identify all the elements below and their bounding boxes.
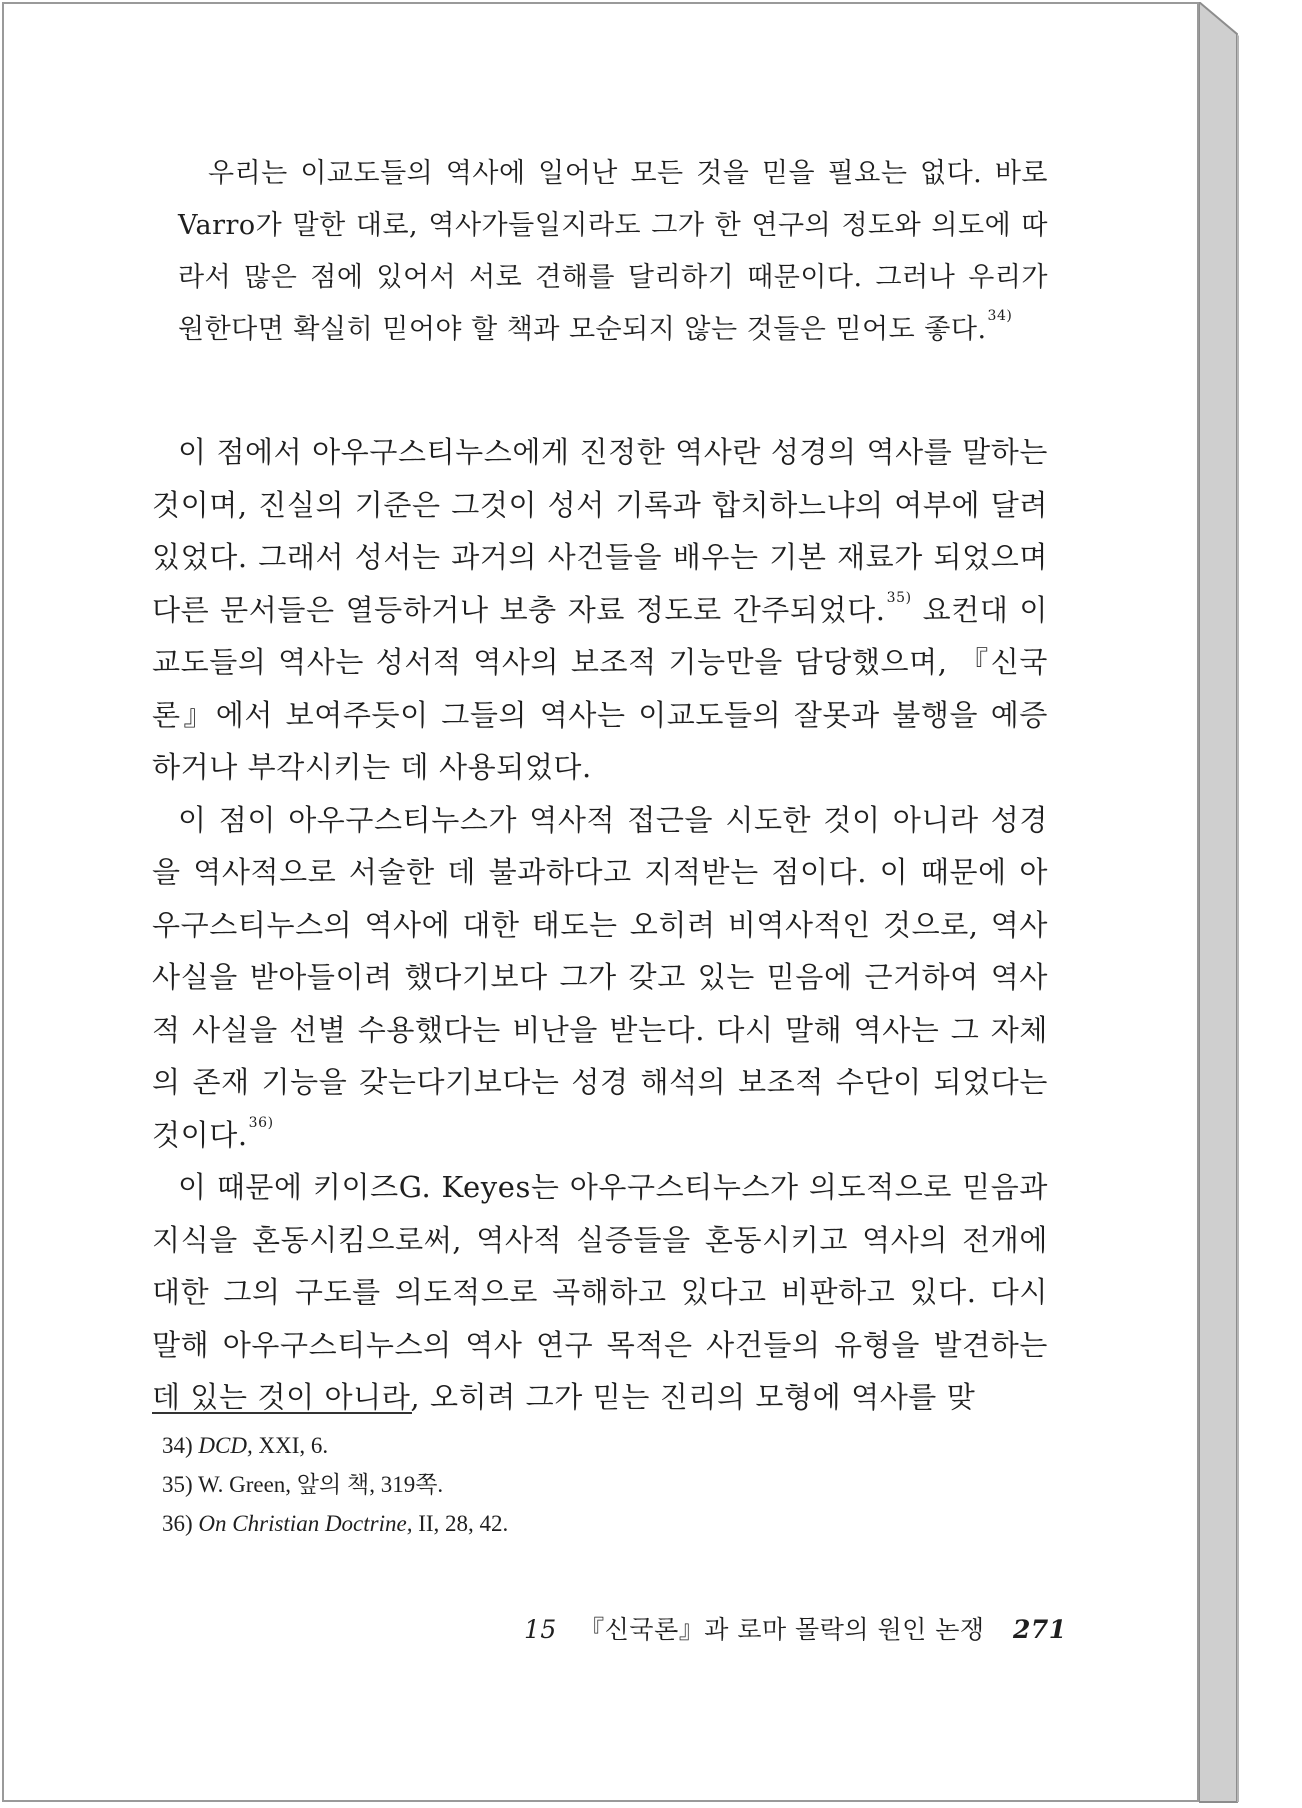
block-quote [178,148,1048,356]
chapter-title: 『신국론』과 로마 몰락의 원인 논쟁 [579,1615,985,1644]
paragraph-3: 이 때문에 키이즈G. Keyes는 아우구스티누스가 의도적으로 믿음과 지식을 혼동시킴으로써, 역사적 실증들을 혼동시키고 역사의 전개에 대한 그의 구도를 의도적으로 곡해하고 있다고 비판하고 있다. 다시 말해 아우구스티누스의 역사 연구 목적은 사건들의 유형을 발견하는 데 있는 것이 아니라, 오히려 그가 믿는 진리의 모형에 역사를 맞 [152,1170,1048,1414]
footnote-36: 36) On Christian Doctrine, II, 28, 42. [162,1511,509,1536]
footnotes [162,1426,508,1543]
footnote-34: 34) DCD, XXI, 6. [162,1433,329,1458]
paragraph-1: 이 점에서 아우구스티누스에게 진정한 역사란 성경의 역사를 말하는 것이며, 진실의 기준은 그것이 성서 기록과 합치하느냐의 여부에 달려 있었다. 그래서 성서는 과거의 사건들을 배우는 기본 재료가 되었으며 다른 문서들은 열등하거나 보충 자료 정도로 간주되었다.$^{35)}$ 요컨대 이교도들의 역사는 성서적 역사의 보조적 기능만을 담당했으며, 『신국론』에서 보여주듯이 그들의 역사는 이교도들의 잘못과 불행을 예증하거나 부각시키는 데 사용되었다. [152,435,1048,784]
quote-text: 우리는 이교도들의 역사에 일어난 모든 것을 믿을 필요는 없다. 바로 Varro가 말한 대로, 역사가들일지라도 그가 한 연구의 정도와 의도에 따라서 많은 점에 있어서 서로 견해를 달리하기 때문이다. 그러나 우리가 원한다면 확실히 믿어야 할 책과 모순되지 않는 것들은 믿어도 좋다. [178,158,1048,345]
footnote-ref-34[interactable]: 34) [987,308,1013,324]
page-content [152,148,1048,1424]
footnote-divider [152,1412,412,1414]
page-number: 271 [1012,1615,1067,1644]
running-footer [524,1610,1067,1646]
footnote-ref-36[interactable]: 36) [248,1114,274,1131]
chapter-number: 15 [524,1615,557,1644]
body-text [152,426,1048,1424]
footnote-35: 35) W. Green, 앞의 책, 319쪽. [162,1472,444,1497]
footnote-ref-35[interactable]: 35) [886,589,912,606]
paragraph-2: 이 점이 아우구스티누스가 역사적 접근을 시도한 것이 아니라 성경을 역사적으로 서술한 데 불과하다고 지적받는 점이다. 이 때문에 아우구스티누스의 역사에 대한 태도는 오히려 비역사적인 것으로, 역사 사실을 받아들이려 했다기보다 그가 갖고 있는 믿음에 근거하여 역사적 사실을 선별 수용했다는 비난을 받는다. 다시 말해 역사는 그 자체의 존재 기능을 갖는다기보다는 성경 해석의 보조적 수단이 되었다는 것이다.$^{36)}$ [152,802,1048,1152]
